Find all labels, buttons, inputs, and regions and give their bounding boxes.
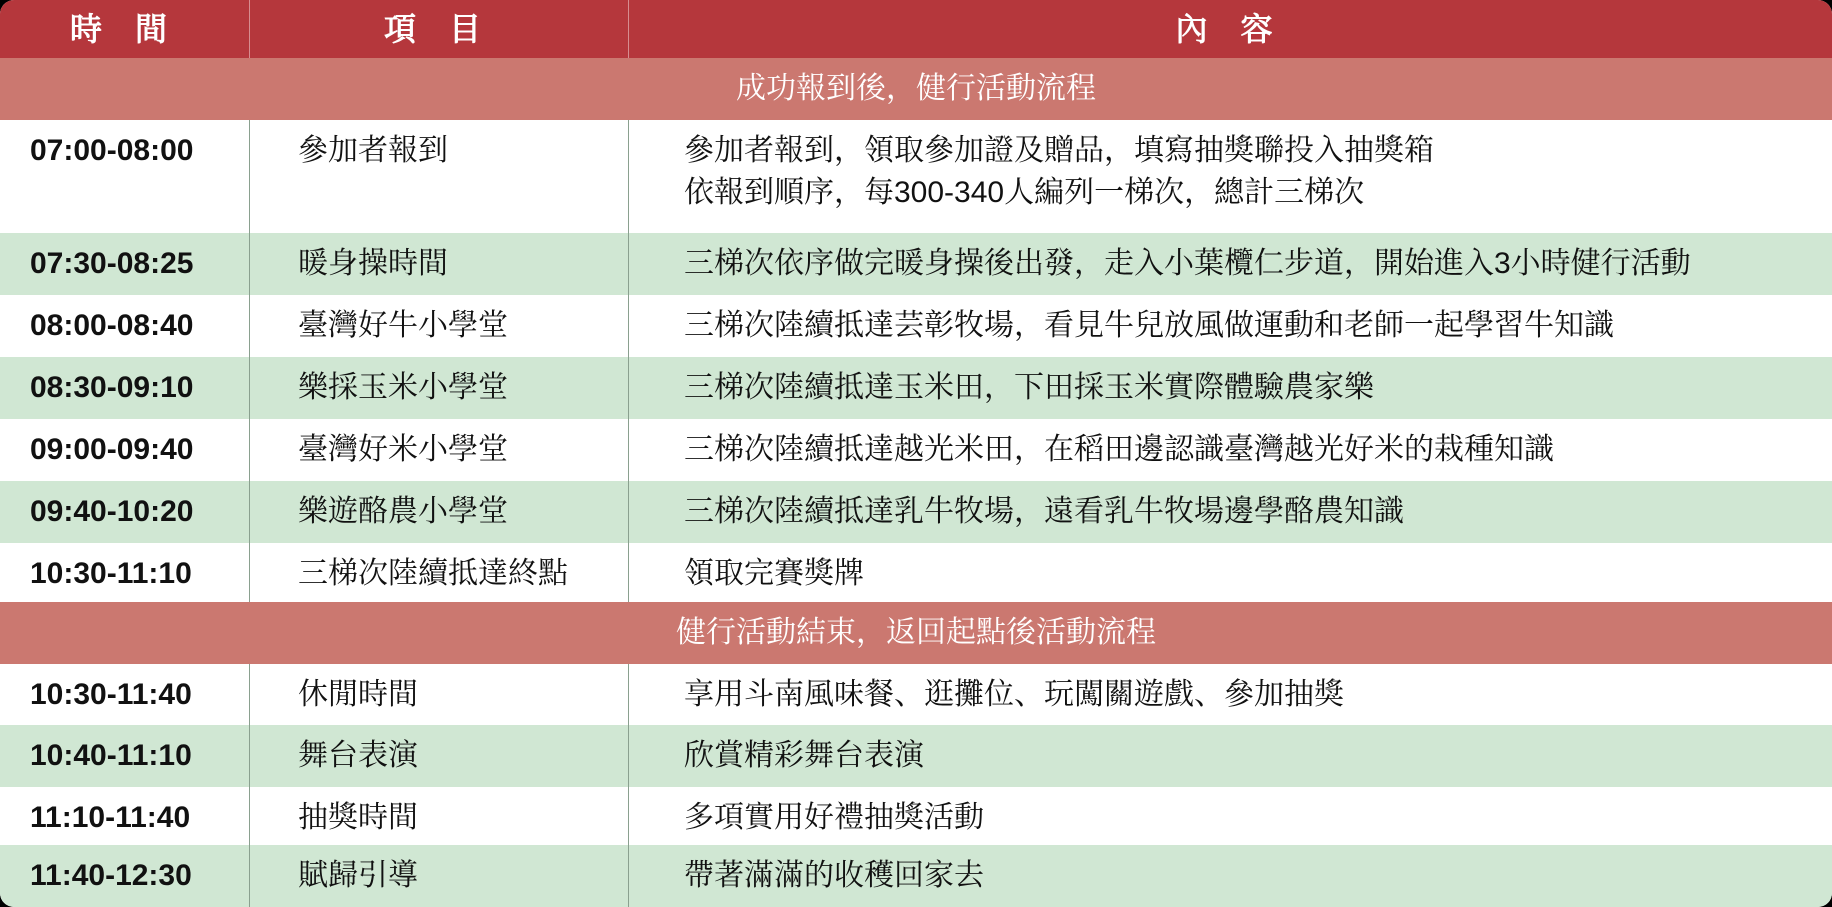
table-row (0, 481, 1832, 543)
row-item: 抽獎時間 (298, 801, 418, 834)
column-divider (628, 664, 629, 907)
description-line: 享用斗南風味餐、逛攤位、玩闖關遊戲、參加抽獎 (684, 678, 1344, 711)
table-row (0, 120, 1832, 233)
row-description (684, 664, 1824, 726)
row-item: 樂遊酪農小學堂 (298, 495, 508, 528)
row-item: 參加者報到 (298, 134, 448, 167)
table-row (0, 787, 1832, 845)
table-row (0, 543, 1832, 602)
table-row (0, 295, 1832, 357)
row-time: 08:30-09:10 (30, 371, 194, 404)
header-time: 時 間 (70, 11, 179, 47)
column-divider (628, 0, 629, 58)
column-divider (628, 120, 629, 602)
table-row (0, 725, 1832, 787)
table-row (0, 357, 1832, 419)
description-line: 三梯次陸續抵達乳牛牧場，遠看乳牛牧場邊學酪農知識 (684, 495, 1404, 528)
row-item: 臺灣好米小學堂 (298, 433, 508, 466)
row-item: 樂採玉米小學堂 (298, 371, 508, 404)
column-divider (249, 120, 250, 602)
table-header (0, 0, 1832, 58)
row-item: 賦歸引導 (298, 859, 418, 892)
table-row (0, 664, 1832, 725)
description-line: 三梯次陸續抵達玉米田，下田採玉米實際體驗農家樂 (684, 371, 1374, 404)
row-item: 休閒時間 (298, 678, 418, 711)
header-content: 內 容 (1175, 11, 1285, 47)
row-time: 10:30-11:40 (30, 678, 192, 711)
description-line: 多項實用好禮抽獎活動 (684, 801, 984, 834)
row-time: 07:30-08:25 (30, 247, 194, 280)
description-line: 領取完賽獎牌 (684, 557, 864, 590)
row-time: 11:40-12:30 (30, 859, 192, 892)
row-description (684, 233, 1824, 295)
description-line: 參加者報到，領取參加證及贈品，填寫抽獎聯投入抽獎箱 (684, 134, 1434, 167)
description-line: 三梯次陸續抵達越光米田，在稻田邊認識臺灣越光好米的栽種知識 (684, 433, 1554, 466)
row-description (684, 357, 1824, 419)
row-description (684, 845, 1824, 907)
row-description (684, 419, 1824, 481)
description-line: 依報到順序，每300-340人編列一梯次，總計三梯次 (684, 176, 1365, 209)
section-title-2: 健行活動結束，返回起點後活動流程 (0, 602, 1832, 664)
row-item: 舞台表演 (298, 739, 418, 772)
header-item: 項 目 (384, 11, 493, 47)
row-item: 臺灣好牛小學堂 (298, 309, 508, 342)
description-line: 三梯次依序做完暖身操後出發，走入小葉欖仁步道，開始進入3小時健行活動 (684, 247, 1691, 280)
row-item: 暖身操時間 (298, 247, 448, 280)
table-row (0, 419, 1832, 481)
description-line: 帶著滿滿的收穫回家去 (684, 859, 984, 892)
row-description (684, 295, 1824, 357)
row-time: 10:40-11:10 (30, 739, 192, 772)
description-line: 三梯次陸續抵達芸彰牧場，看見牛兒放風做運動和老師一起學習牛知識 (684, 309, 1614, 342)
table-row (0, 233, 1832, 295)
row-item: 三梯次陸續抵達終點 (298, 557, 568, 590)
row-time: 10:30-11:10 (30, 557, 192, 590)
row-time: 07:00-08:00 (30, 134, 194, 167)
row-description (684, 725, 1824, 787)
column-divider (249, 664, 250, 907)
column-divider (249, 0, 250, 58)
description-line: 欣賞精彩舞台表演 (684, 739, 924, 772)
row-time: 11:10-11:40 (30, 801, 191, 834)
row-description (684, 787, 1824, 849)
row-description (684, 543, 1824, 605)
row-time: 09:00-09:40 (30, 433, 194, 466)
row-description (684, 481, 1824, 543)
table-row (0, 845, 1832, 907)
row-time: 09:40-10:20 (30, 495, 194, 528)
row-description (684, 120, 1824, 214)
section-title-1: 成功報到後，健行活動流程 (0, 58, 1832, 120)
row-time: 08:00-08:40 (30, 309, 194, 342)
